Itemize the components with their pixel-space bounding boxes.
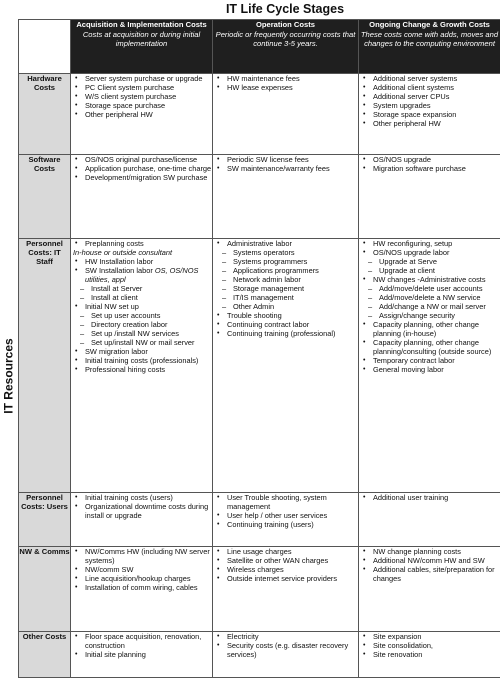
row-personnel-it-staff (19, 239, 500, 493)
list-item: • SW migration labor (71, 347, 212, 356)
list-item: • HW lease expenses (213, 83, 358, 92)
sub-item: – Storage management (213, 284, 358, 293)
sub-item: – Set up/install NW or mail server (71, 338, 212, 347)
list-item: • Wireless charges (213, 565, 358, 574)
list-item: • Preplanning costs (71, 239, 212, 248)
row-label: Personnel Costs: IT Staff (19, 239, 71, 493)
column-title: Operation Costs (255, 20, 316, 29)
cell-operation (213, 632, 359, 678)
cell-change (359, 74, 500, 155)
list-item: • User Trouble shooting, system management (213, 493, 358, 511)
list-item: • NW/Comms HW (including NW server systems) (71, 547, 212, 565)
row-label: Other Costs (19, 632, 71, 678)
sub-item: – Assign/change security (359, 311, 500, 320)
column-header-acquisition (71, 20, 213, 74)
row-personnel-users (19, 493, 500, 547)
list-item: • NW change planning costs (359, 547, 500, 556)
corner-cell (19, 20, 71, 74)
list-item: • Continuing training (professional) (213, 329, 358, 338)
cell-change (359, 547, 500, 632)
cell-operation (213, 493, 359, 547)
list-item: • Organizational downtime costs during install or upgrade (71, 502, 212, 520)
row-label: Hardware Costs (19, 74, 71, 155)
sub-item: – Add/move/delete a NW service (359, 293, 500, 302)
list-item: • Capacity planning, other change planning (in-house) (359, 320, 500, 338)
side-label-text: IT Resources (2, 338, 16, 414)
row-software-costs (19, 155, 500, 239)
list-item: • Continuing contract labor (213, 320, 358, 329)
list-item: • Additional user training (359, 493, 500, 502)
list-item: • System upgrades (359, 101, 500, 110)
list-item: • Initial training costs (professionals) (71, 356, 212, 365)
list-item: • Site renovation (359, 650, 500, 659)
list-item: • HW Installation labor (71, 257, 212, 266)
list-item: • Satellite or other WAN charges (213, 556, 358, 565)
sub-item: – Directory creation labor (71, 320, 212, 329)
list-item-text: SW Installation labor (85, 266, 155, 275)
row-other-costs (19, 632, 500, 678)
list-item: • Electricity (213, 632, 358, 641)
row-label: Personnel Costs: Users (19, 493, 71, 547)
side-label (0, 73, 18, 679)
sub-item: – Upgrade at client (359, 266, 500, 275)
list-item: • Additional server systems (359, 74, 500, 83)
list-item: • Migration software purchase (359, 164, 500, 173)
sub-item: – Add/change a NW or mail server (359, 302, 500, 311)
list-item: • Site consolidation, (359, 641, 500, 650)
sub-item: – Network admin labor (213, 275, 358, 284)
list-item-italic: OS, OS/NOS utilities, appl (85, 266, 199, 284)
column-title: Ongoing Change & Growth Costs (369, 20, 490, 29)
list-item: • NW changes -Administrative costs (359, 275, 500, 284)
list-item: • Application purchase, one-time charge (71, 164, 212, 173)
sub-item: – Add/move/delete user accounts (359, 284, 500, 293)
cell-acquisition (71, 493, 213, 547)
list-item: • Other peripheral HW (359, 119, 500, 128)
sub-item: – Systems programmers (213, 257, 358, 266)
list-item: • Other peripheral HW (71, 110, 212, 119)
cell-operation (213, 74, 359, 155)
list-item: • SW maintenance/warranty fees (213, 164, 358, 173)
cell-operation (213, 155, 359, 239)
column-subtitle: Periodic or frequently occurring costs that continue 3-5 years. (215, 30, 356, 48)
list-item: • Additional NW/comm HW and SW (359, 556, 500, 565)
sub-item: – Upgrade at Serve (359, 257, 500, 266)
list-item: • Line acquisition/hookup charges (71, 574, 212, 583)
cell-acquisition (71, 155, 213, 239)
list-item: • OS/NOS original purchase/license (71, 155, 212, 164)
list-item: • Administrative labor (213, 239, 358, 248)
row-label: Software Costs (19, 155, 71, 239)
list-item: • Site expansion (359, 632, 500, 641)
cell-acquisition (71, 632, 213, 678)
header-row (19, 20, 500, 74)
sub-item: – Other Admin (213, 302, 358, 311)
list-item: • NW/comm SW (71, 565, 212, 574)
cell-operation (213, 239, 359, 493)
list-item: • W/S client system purchase (71, 92, 212, 101)
sub-item: – Applications programmers (213, 266, 358, 275)
list-item: • OS/NOS upgrade (359, 155, 500, 164)
cell-acquisition (71, 74, 213, 155)
list-item: • PC Client system purchase (71, 83, 212, 92)
list-note: In-house or outside consultant (73, 248, 173, 257)
list-item: • Trouble shooting (213, 311, 358, 320)
row-nw-comms (19, 547, 500, 632)
list-item: • Capacity planning, other change planning/consulting (outside source) (359, 338, 500, 356)
list-item: • Additional cables, site/preparation for changes (359, 565, 500, 583)
list-item: • HW maintenance fees (213, 74, 358, 83)
row-hardware-costs (19, 74, 500, 155)
list-item: • Server system purchase or upgrade (71, 74, 212, 83)
column-header-operation (213, 20, 359, 74)
row-label: NW & Comms (19, 547, 71, 632)
list-item: • Development/migration SW purchase (71, 173, 212, 182)
list-item: • OS/NOS upgrade labor (359, 248, 500, 257)
list-item: • Additional client systems (359, 83, 500, 92)
sub-item: – Set up /install NW services (71, 329, 212, 338)
cell-change (359, 239, 500, 493)
sub-item: – IT/IS management (213, 293, 358, 302)
list-item: • Initial NW set up (71, 302, 212, 311)
list-item: • User help / other user services (213, 511, 358, 520)
list-item: • Initial site planning (71, 650, 212, 659)
column-subtitle: Costs at acquisition or during initial implementation (82, 30, 201, 48)
list-item: • HW reconfiguring, setup (359, 239, 500, 248)
list-item: • Temporary contract labor (359, 356, 500, 365)
page-title: IT Life Cycle Stages (225, 2, 345, 16)
sub-item: – Install at client (71, 293, 212, 302)
cell-change (359, 155, 500, 239)
list-item: • Continuing training (users) (213, 520, 358, 529)
cell-change (359, 632, 500, 678)
column-subtitle: These costs come with adds, moves and changes to the computing environment (360, 30, 499, 48)
cell-acquisition (71, 547, 213, 632)
column-title: Acquisition & Implementation Costs (76, 20, 207, 29)
list-item: • Line usage charges (213, 547, 358, 556)
column-header-change (359, 20, 500, 74)
list-item: • Security costs (e.g. disaster recovery services) (213, 641, 358, 659)
sub-item: – Set up user accounts (71, 311, 212, 320)
list-item: • Storage space purchase (71, 101, 212, 110)
sub-item: – Install at Server (71, 284, 212, 293)
list-item: • Periodic SW license fees (213, 155, 358, 164)
list-item: • Additional server CPUs (359, 92, 500, 101)
list-item (71, 266, 212, 284)
list-item: • Initial training costs (users) (71, 493, 212, 502)
life-cycle-table (18, 19, 500, 678)
list-item: • Installation of comm wiring, cables (71, 583, 212, 592)
cell-acquisition (71, 239, 213, 493)
sub-item: – Systems operators (213, 248, 358, 257)
list-item: • Outside internet service providers (213, 574, 358, 583)
list-item: • Floor space acquisition, renovation, construction (71, 632, 212, 650)
list-item: • General moving labor (359, 365, 500, 374)
list-item: • Storage space expansion (359, 110, 500, 119)
cell-change (359, 493, 500, 547)
list-item: • Professional hiring costs (71, 365, 212, 374)
cell-operation (213, 547, 359, 632)
